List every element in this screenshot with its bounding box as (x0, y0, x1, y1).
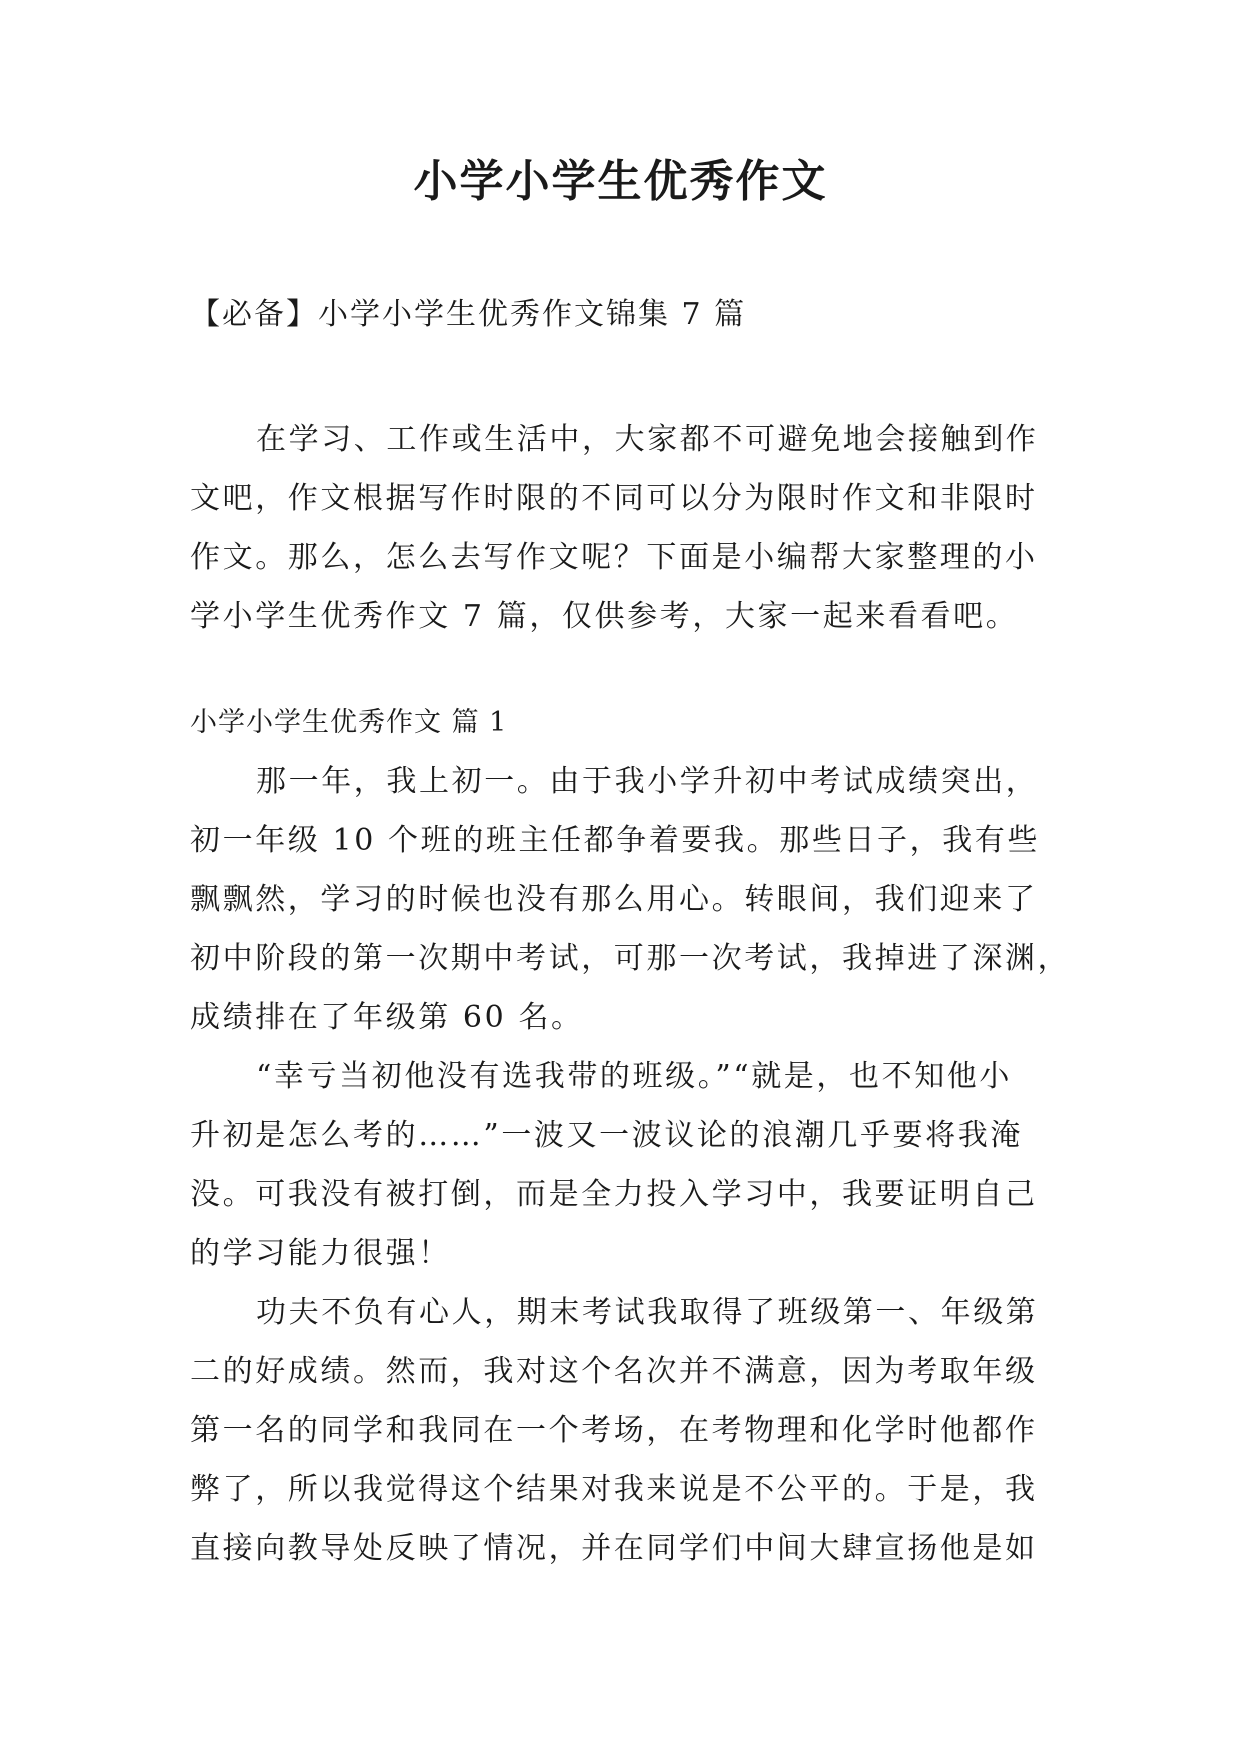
article-line: 直接向教导处反映了情况，并在同学们中间大肆宣扬他是如 (190, 1531, 1038, 1566)
article-line: 弊了，所以我觉得这个结果对我来说是不公平的。于是，我 (190, 1472, 1038, 1507)
article-line: 二的好成绩。然而，我对这个名次并不满意，因为考取年级 (190, 1354, 1038, 1389)
intro-line: 学小学生优秀作文 7 篇，仅供参考，大家一起来看看吧。 (190, 599, 1019, 634)
intro-paragraph (190, 410, 1050, 646)
article-line: 初一年级 10 个班的班主任都争着要我。那些日子，我有些 (190, 823, 1041, 858)
intro-line: 文吧，作文根据写作时限的不同可以分为限时作文和非限时 (190, 481, 1038, 516)
article-line: 成绩排在了年级第 60 名。 (190, 1000, 584, 1035)
document-subtitle: 【必备】小学小学生优秀作文锦集 7 篇 (190, 297, 747, 332)
intro-line: 作文。那么，怎么去写作文呢？下面是小编帮大家整理的小 (190, 540, 1038, 575)
document-title: 小学小学生优秀作文 (413, 156, 828, 207)
article-line: 升初是怎么考的……”一波又一波议论的浪潮几乎要将我淹 (190, 1118, 1023, 1153)
article-line: 初中阶段的第一次期中考试，可那一次考试，我掉进了深渊， (190, 941, 1071, 976)
article-line: 那一年，我上初一。由于我小学升初中考试成绩突出， (256, 764, 1039, 799)
intro-line: 在学习、工作或生活中，大家都不可避免地会接触到作 (256, 422, 1039, 457)
article-line: “幸亏当初他没有选我带的班级。”“就是，也不知他小 (256, 1059, 1013, 1094)
article-line: 的学习能力很强！ (190, 1236, 451, 1271)
article-section (190, 693, 1071, 1578)
article-line: 第一名的同学和我同在一个考场，在考物理和化学时他都作 (190, 1413, 1038, 1448)
article-line: 没。可我没有被打倒，而是全力投入学习中，我要证明自己 (190, 1177, 1038, 1212)
article-line: 飘飘然，学习的时候也没有那么用心。转眼间，我们迎来了 (190, 882, 1038, 917)
section-heading: 小学小学生优秀作文 篇 1 (190, 707, 508, 738)
article-line: 功夫不负有心人，期末考试我取得了班级第一、年级第 (256, 1295, 1039, 1330)
